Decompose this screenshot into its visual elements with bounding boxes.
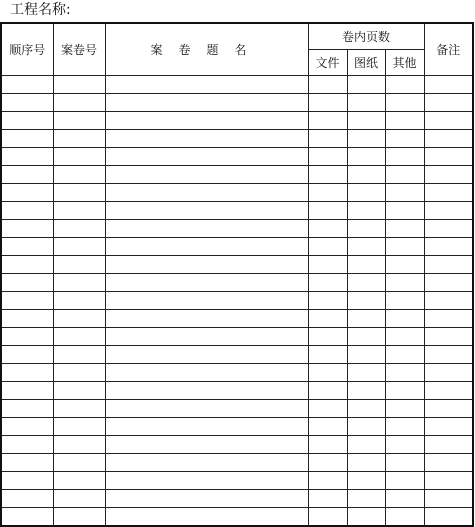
table-cell bbox=[1, 472, 53, 490]
table-cell bbox=[105, 454, 308, 472]
table-row bbox=[1, 184, 473, 202]
table-cell bbox=[385, 490, 424, 508]
table-cell bbox=[1, 436, 53, 454]
table-cell bbox=[424, 436, 473, 454]
table-cell bbox=[385, 166, 424, 184]
table-cell bbox=[347, 454, 385, 472]
table-cell bbox=[308, 238, 347, 256]
table-cell bbox=[105, 112, 308, 130]
col-header-remarks: 备注 bbox=[424, 23, 473, 76]
table-cell bbox=[53, 490, 105, 508]
table-cell bbox=[53, 76, 105, 94]
table-cell bbox=[53, 238, 105, 256]
table-cell bbox=[1, 274, 53, 292]
table-cell bbox=[424, 490, 473, 508]
table-cell bbox=[385, 94, 424, 112]
table-cell bbox=[1, 166, 53, 184]
table-row bbox=[1, 274, 473, 292]
table-cell bbox=[308, 148, 347, 166]
table-cell bbox=[1, 184, 53, 202]
col-header-pages-other: 其他 bbox=[385, 50, 424, 76]
table-cell bbox=[308, 328, 347, 346]
table-cell bbox=[308, 94, 347, 112]
table-cell bbox=[1, 346, 53, 364]
table-cell bbox=[308, 274, 347, 292]
table-cell bbox=[385, 472, 424, 490]
table-row bbox=[1, 220, 473, 238]
table-cell bbox=[308, 418, 347, 436]
table-cell bbox=[105, 166, 308, 184]
table-cell bbox=[385, 310, 424, 328]
table-cell bbox=[424, 418, 473, 436]
table-cell bbox=[385, 328, 424, 346]
table-cell bbox=[347, 310, 385, 328]
table-cell bbox=[347, 238, 385, 256]
col-header-pages-group: 卷内页数 bbox=[308, 23, 424, 50]
table-row bbox=[1, 490, 473, 508]
table-cell bbox=[53, 130, 105, 148]
table-row bbox=[1, 364, 473, 382]
table-cell bbox=[105, 346, 308, 364]
table-cell bbox=[105, 490, 308, 508]
table-cell bbox=[385, 454, 424, 472]
table-cell bbox=[1, 256, 53, 274]
table-cell bbox=[105, 310, 308, 328]
table-cell bbox=[53, 346, 105, 364]
table-cell bbox=[424, 328, 473, 346]
table-cell bbox=[105, 238, 308, 256]
table-cell bbox=[53, 220, 105, 238]
table-cell bbox=[385, 346, 424, 364]
table-cell bbox=[1, 292, 53, 310]
table-row bbox=[1, 238, 473, 256]
table-cell bbox=[347, 76, 385, 94]
table-row bbox=[1, 310, 473, 328]
table-cell bbox=[308, 220, 347, 238]
table-cell bbox=[105, 292, 308, 310]
table-cell bbox=[424, 220, 473, 238]
table-row bbox=[1, 112, 473, 130]
table-cell bbox=[308, 382, 347, 400]
table-row bbox=[1, 346, 473, 364]
table-cell bbox=[424, 238, 473, 256]
table-cell bbox=[424, 94, 473, 112]
table-cell bbox=[53, 328, 105, 346]
table-cell bbox=[308, 472, 347, 490]
table-cell bbox=[1, 148, 53, 166]
table-cell bbox=[105, 76, 308, 94]
table-cell bbox=[53, 292, 105, 310]
table-cell bbox=[347, 490, 385, 508]
table-row bbox=[1, 472, 473, 490]
table-row bbox=[1, 292, 473, 310]
table-cell bbox=[53, 382, 105, 400]
table-cell bbox=[105, 364, 308, 382]
table-cell bbox=[347, 184, 385, 202]
table-cell bbox=[347, 256, 385, 274]
table-row bbox=[1, 76, 473, 94]
table-cell bbox=[385, 292, 424, 310]
table-cell bbox=[385, 436, 424, 454]
table-cell bbox=[347, 130, 385, 148]
table-cell bbox=[424, 274, 473, 292]
col-header-pages-doc: 文件 bbox=[308, 50, 347, 76]
table-cell bbox=[424, 454, 473, 472]
table-cell bbox=[424, 382, 473, 400]
table-cell bbox=[308, 166, 347, 184]
table-cell bbox=[308, 112, 347, 130]
table-cell bbox=[308, 436, 347, 454]
table-cell bbox=[1, 112, 53, 130]
table-cell bbox=[53, 472, 105, 490]
table-row bbox=[1, 418, 473, 436]
table-cell bbox=[424, 472, 473, 490]
table-cell bbox=[385, 238, 424, 256]
table-cell bbox=[308, 184, 347, 202]
table-cell bbox=[1, 490, 53, 508]
table-cell bbox=[1, 418, 53, 436]
table-cell bbox=[1, 76, 53, 94]
table-cell bbox=[1, 238, 53, 256]
table-cell bbox=[1, 454, 53, 472]
table-cell bbox=[308, 310, 347, 328]
table-cell bbox=[105, 328, 308, 346]
table-cell bbox=[105, 130, 308, 148]
table-cell bbox=[308, 364, 347, 382]
table-row bbox=[1, 202, 473, 220]
table-cell bbox=[385, 274, 424, 292]
table-cell bbox=[1, 328, 53, 346]
table-cell bbox=[105, 94, 308, 112]
table-cell bbox=[53, 508, 105, 527]
table-cell bbox=[424, 508, 473, 527]
table-cell bbox=[53, 454, 105, 472]
table-cell bbox=[53, 166, 105, 184]
table-row bbox=[1, 148, 473, 166]
table-cell bbox=[53, 310, 105, 328]
col-header-seq: 顺序号 bbox=[1, 23, 53, 76]
table-cell bbox=[53, 148, 105, 166]
table-cell bbox=[1, 310, 53, 328]
table-row bbox=[1, 166, 473, 184]
table-cell bbox=[347, 346, 385, 364]
table-cell bbox=[385, 382, 424, 400]
table-cell bbox=[308, 346, 347, 364]
table-cell bbox=[308, 202, 347, 220]
table-cell bbox=[105, 220, 308, 238]
table-row bbox=[1, 328, 473, 346]
table-cell bbox=[53, 436, 105, 454]
table-cell bbox=[424, 148, 473, 166]
table-cell bbox=[347, 400, 385, 418]
table-cell bbox=[53, 418, 105, 436]
table-cell bbox=[424, 364, 473, 382]
table-cell bbox=[308, 400, 347, 418]
table-cell bbox=[308, 256, 347, 274]
table-cell bbox=[105, 148, 308, 166]
table-cell bbox=[385, 256, 424, 274]
table-cell bbox=[347, 508, 385, 527]
table-cell bbox=[53, 364, 105, 382]
table-cell bbox=[53, 94, 105, 112]
table-cell bbox=[385, 76, 424, 94]
table-cell bbox=[347, 148, 385, 166]
col-header-pages-drawing: 图纸 bbox=[347, 50, 385, 76]
table-cell bbox=[53, 112, 105, 130]
col-header-volume-title: 案卷题名 bbox=[105, 23, 308, 76]
table-cell bbox=[105, 436, 308, 454]
table-row bbox=[1, 130, 473, 148]
table-row bbox=[1, 436, 473, 454]
table-cell bbox=[424, 130, 473, 148]
table-cell bbox=[105, 184, 308, 202]
table-cell bbox=[347, 94, 385, 112]
table-cell bbox=[105, 508, 308, 527]
volume-catalog-table bbox=[0, 22, 474, 527]
table-cell bbox=[385, 184, 424, 202]
table-cell bbox=[424, 184, 473, 202]
table-body bbox=[1, 76, 473, 527]
table-cell bbox=[385, 418, 424, 436]
table-cell bbox=[385, 400, 424, 418]
table-cell bbox=[1, 382, 53, 400]
table-cell bbox=[53, 400, 105, 418]
table-cell bbox=[53, 184, 105, 202]
table-cell bbox=[424, 292, 473, 310]
table-cell bbox=[1, 400, 53, 418]
table-cell bbox=[347, 112, 385, 130]
table-cell bbox=[424, 256, 473, 274]
project-name-label: 工程名称: bbox=[10, 2, 71, 18]
table-cell bbox=[424, 202, 473, 220]
table-cell bbox=[53, 274, 105, 292]
table-cell bbox=[1, 94, 53, 112]
table-cell bbox=[385, 508, 424, 527]
table-cell bbox=[1, 202, 53, 220]
table-cell bbox=[53, 256, 105, 274]
table-cell bbox=[347, 382, 385, 400]
table-cell bbox=[424, 346, 473, 364]
table-cell bbox=[105, 400, 308, 418]
table-cell bbox=[1, 220, 53, 238]
table-cell bbox=[308, 454, 347, 472]
table-cell bbox=[385, 220, 424, 238]
table-cell bbox=[105, 418, 308, 436]
table-row bbox=[1, 400, 473, 418]
table-row bbox=[1, 382, 473, 400]
table-cell bbox=[347, 220, 385, 238]
table-cell bbox=[347, 364, 385, 382]
table-cell bbox=[385, 364, 424, 382]
table-cell bbox=[347, 436, 385, 454]
table-cell bbox=[105, 382, 308, 400]
table-cell bbox=[347, 202, 385, 220]
table-cell bbox=[53, 202, 105, 220]
table-cell bbox=[385, 202, 424, 220]
table-cell bbox=[1, 364, 53, 382]
table-cell bbox=[424, 76, 473, 94]
table-cell bbox=[347, 418, 385, 436]
table-cell bbox=[347, 274, 385, 292]
table-cell bbox=[347, 328, 385, 346]
table-cell bbox=[347, 292, 385, 310]
table-cell bbox=[308, 76, 347, 94]
table-cell bbox=[308, 130, 347, 148]
table-cell bbox=[347, 166, 385, 184]
table-cell bbox=[308, 508, 347, 527]
col-header-volume-no: 案卷号 bbox=[53, 23, 105, 76]
table-cell bbox=[1, 508, 53, 527]
table-cell bbox=[347, 472, 385, 490]
table-row bbox=[1, 454, 473, 472]
table-cell bbox=[385, 148, 424, 166]
table-cell bbox=[424, 310, 473, 328]
table-row bbox=[1, 94, 473, 112]
table-cell bbox=[105, 472, 308, 490]
table-cell bbox=[105, 256, 308, 274]
table-row bbox=[1, 508, 473, 527]
table-cell bbox=[424, 400, 473, 418]
table-cell bbox=[105, 202, 308, 220]
table-cell bbox=[424, 112, 473, 130]
table-cell bbox=[385, 112, 424, 130]
table-row bbox=[1, 256, 473, 274]
table-cell bbox=[308, 490, 347, 508]
table-cell bbox=[385, 130, 424, 148]
table-cell bbox=[308, 292, 347, 310]
table-cell bbox=[105, 274, 308, 292]
table-cell bbox=[1, 130, 53, 148]
table-cell bbox=[424, 166, 473, 184]
